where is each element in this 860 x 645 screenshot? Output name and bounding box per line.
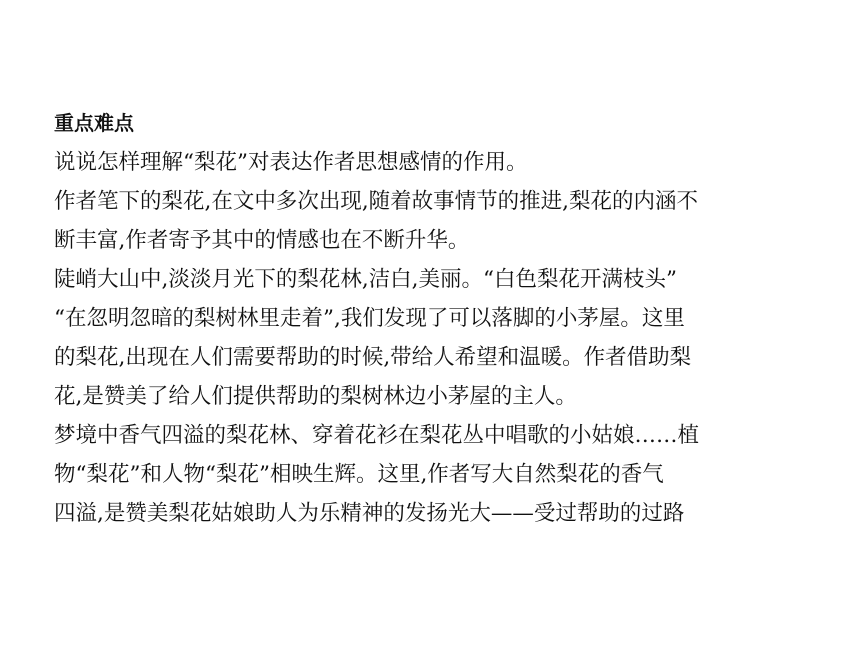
text-line: 说说怎样理解“梨花”对表达作者思想感情的作用。 (54, 150, 528, 175)
text-line: 物“梨花”和人物“梨花”相映生辉。这里,作者写大自然梨花的香气 (54, 462, 664, 487)
text-line: 作者笔下的梨花,在文中多次出现,随着故事情节的推进,梨花的内涵不 (54, 189, 699, 214)
section-heading: 重点难点 (54, 111, 134, 135)
text-line: 陡峭大山中,淡淡月光下的梨花林,洁白,美丽。“白色梨花开满枝头” (54, 267, 677, 292)
text-line: “在忽明忽暗的梨树林里走着”,我们发现了可以落脚的小茅屋。这里 (54, 306, 685, 331)
text-line: 的梨花,出现在人们需要帮助的时候,带给人希望和温暖。作者借助梨 (54, 345, 692, 370)
text-line: 四溢,是赞美梨花姑娘助人为乐精神的发扬光大——受过帮助的过路 (54, 501, 685, 526)
text-content (54, 112, 794, 533)
text-line: 花,是赞美了给人们提供帮助的梨树林边小茅屋的主人。 (54, 384, 577, 409)
text-line: 断丰富,作者寄予其中的情感也在不断升华。 (54, 228, 470, 253)
text-line: 梦境中香气四溢的梨花林、穿着花衫在梨花丛中唱歌的小姑娘……植 (54, 423, 700, 448)
